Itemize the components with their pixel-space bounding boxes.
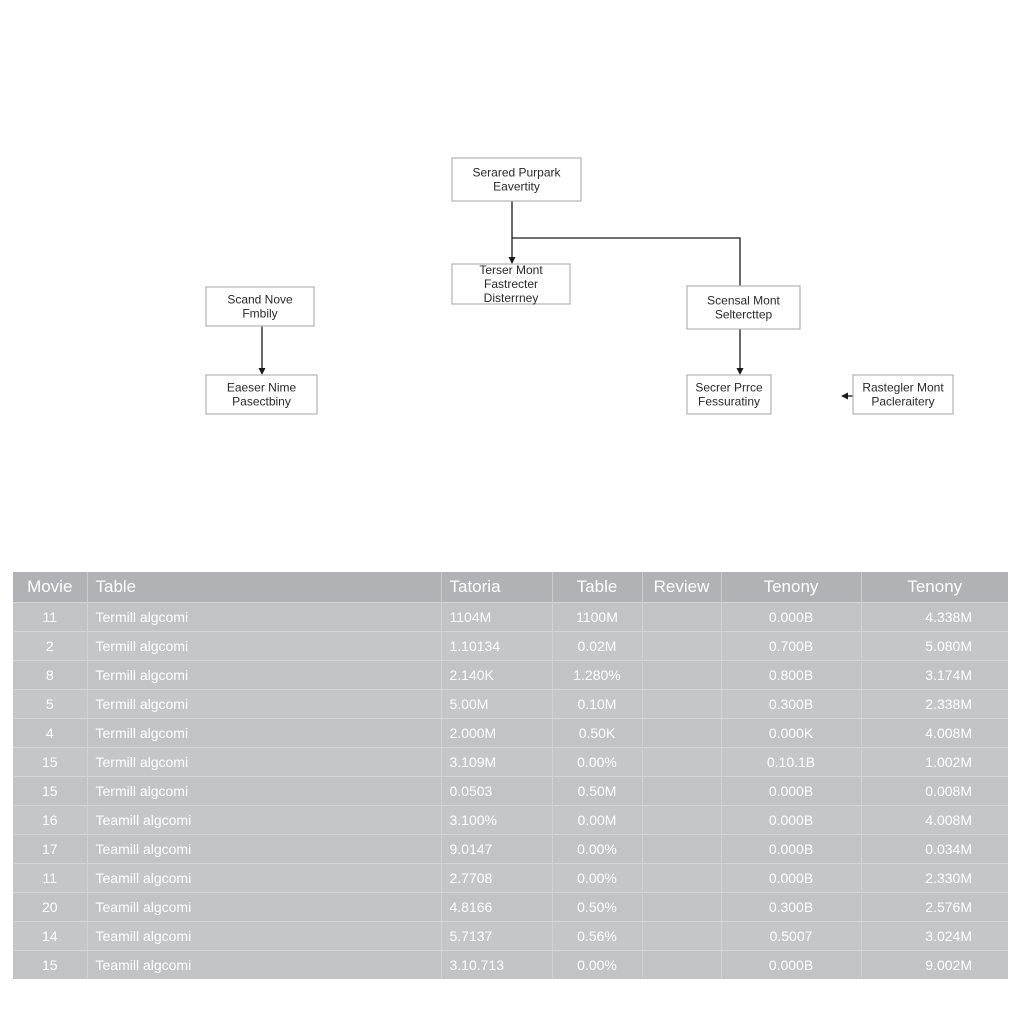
edge-into-far-right-arrowhead [841, 393, 848, 400]
table-cell: Termill algcomi [87, 603, 441, 632]
column-header-table-2[interactable]: Table [552, 572, 642, 603]
table-cell: 0.02M [552, 632, 642, 661]
table-cell: 0.300B [721, 690, 861, 719]
node-label: Scand Nove [227, 292, 293, 307]
table-cell: Teamill algcomi [87, 922, 441, 951]
table-cell [642, 632, 721, 661]
table-cell: 0.000B [721, 777, 861, 806]
table-row[interactable] [13, 719, 1008, 748]
table-cell: 11 [13, 603, 87, 632]
table-cell: 1.002M [861, 748, 1008, 777]
table-row[interactable] [13, 922, 1008, 951]
table-cell: 0.800B [721, 661, 861, 690]
table-cell: 16 [13, 806, 87, 835]
table-cell [642, 835, 721, 864]
table-row[interactable] [13, 806, 1008, 835]
node-left-top [206, 287, 314, 326]
diagram-nodes [206, 158, 953, 414]
table-cell: 0.00% [552, 864, 642, 893]
table-cell: 3.100% [441, 806, 552, 835]
table-body [13, 603, 1008, 980]
table-cell: 2.330M [861, 864, 1008, 893]
column-header-tatoria[interactable]: Tatoria [441, 572, 552, 603]
node-top [452, 158, 581, 201]
table-cell: 5 [13, 690, 87, 719]
table-cell: 17 [13, 835, 87, 864]
node-label: Pasectbiny [232, 394, 291, 409]
table-cell: 3.024M [861, 922, 1008, 951]
table-cell: Termill algcomi [87, 748, 441, 777]
table-cell: 0.008M [861, 777, 1008, 806]
table-cell: 0.10M [552, 690, 642, 719]
table-cell [642, 661, 721, 690]
table-cell: 1.10134 [441, 632, 552, 661]
table-cell: 0.10.1B [721, 748, 861, 777]
table-cell: Termill algcomi [87, 661, 441, 690]
table-cell [642, 864, 721, 893]
table-cell: 15 [13, 951, 87, 980]
table-cell: 15 [13, 777, 87, 806]
table-cell [642, 603, 721, 632]
node-label: Scensal Mont [707, 293, 780, 308]
edge-left-top-to-left-bottom-arrowhead [259, 368, 266, 375]
table-cell: 2 [13, 632, 87, 661]
table-cell: 2.140K [441, 661, 552, 690]
table-cell: Teamill algcomi [87, 951, 441, 980]
table-cell: 5.7137 [441, 922, 552, 951]
table-cell: 8 [13, 661, 87, 690]
table-cell: Termill algcomi [87, 690, 441, 719]
column-header-tenony[interactable]: Tenony [721, 572, 861, 603]
table-cell: 4.008M [861, 806, 1008, 835]
table-row[interactable] [13, 777, 1008, 806]
table-cell: 0.000B [721, 603, 861, 632]
table-cell: 0.000B [721, 806, 861, 835]
node-mid-left [452, 263, 570, 305]
node-label: Fastrecter [483, 277, 539, 291]
table-cell: 9.0147 [441, 835, 552, 864]
table-cell: 1.280% [552, 661, 642, 690]
table-row[interactable] [13, 835, 1008, 864]
table-row[interactable] [13, 951, 1008, 980]
table-cell: 0.000B [721, 864, 861, 893]
node-label: Fmbily [242, 306, 278, 321]
node-right-bottom [687, 375, 771, 414]
table-cell: Termill algcomi [87, 719, 441, 748]
table-cell [642, 719, 721, 748]
node-label: Eavertity [493, 179, 540, 194]
table-cell [642, 922, 721, 951]
node-label: Secrer Prrce [695, 380, 763, 395]
table-cell: 0.034M [861, 835, 1008, 864]
table-cell: 11 [13, 864, 87, 893]
data-table-container [13, 572, 1008, 973]
column-header-table[interactable]: Table [87, 572, 441, 603]
table-cell: 1104M [441, 603, 552, 632]
table-cell: Teamill algcomi [87, 835, 441, 864]
node-label: Pacleraitery [871, 394, 935, 409]
node-far-right [853, 375, 953, 414]
table-cell [642, 690, 721, 719]
table-cell: 3.109M [441, 748, 552, 777]
column-header-review[interactable]: Review [642, 572, 721, 603]
table-cell: 0.000B [721, 835, 861, 864]
node-label: Serared Purpark [472, 165, 561, 180]
data-table [13, 572, 1008, 979]
table-row[interactable] [13, 603, 1008, 632]
table-cell: 0.50K [552, 719, 642, 748]
table-cell: 0.700B [721, 632, 861, 661]
table-cell: Termill algcomi [87, 777, 441, 806]
table-cell: Teamill algcomi [87, 864, 441, 893]
table-row[interactable] [13, 864, 1008, 893]
node-left-bottom [206, 375, 317, 414]
table-cell: 20 [13, 893, 87, 922]
table-cell: 5.080M [861, 632, 1008, 661]
table-cell: 2.338M [861, 690, 1008, 719]
table-cell: 0.000K [721, 719, 861, 748]
table-cell: 3.174M [861, 661, 1008, 690]
table-row[interactable] [13, 893, 1008, 922]
table-cell: 9.002M [861, 951, 1008, 980]
node-label: Seltercttep [714, 307, 773, 322]
table-cell: 0.00% [552, 748, 642, 777]
table-cell: 0.5007 [721, 922, 861, 951]
table-row[interactable] [13, 690, 1008, 719]
table-cell: Termill algcomi [87, 632, 441, 661]
node-label: Terser Mont [479, 263, 543, 277]
table-cell: 15 [13, 748, 87, 777]
node-label: Eaeser Nime [226, 380, 297, 395]
table-row[interactable] [13, 661, 1008, 690]
table-cell: 4 [13, 719, 87, 748]
table-cell: 4.8166 [441, 893, 552, 922]
table-cell [642, 893, 721, 922]
table-cell: 0.00% [552, 951, 642, 980]
table-cell: 14 [13, 922, 87, 951]
table-cell [642, 777, 721, 806]
table-cell: Teamill algcomi [87, 806, 441, 835]
node-label: Rastegler Mont [862, 380, 944, 395]
table-cell: 5.00M [441, 690, 552, 719]
table-cell: 0.000B [721, 951, 861, 980]
node-mid-right [687, 286, 800, 329]
column-header-movie[interactable]: Movie [13, 572, 87, 603]
table-cell: 4.338M [861, 603, 1008, 632]
column-header-tenony-2[interactable]: Tenony [861, 572, 1008, 603]
table-cell: 3.10.713 [441, 951, 552, 980]
node-label: Fessuratiny [697, 394, 761, 409]
table-cell: 0.00% [552, 835, 642, 864]
table-row[interactable] [13, 632, 1008, 661]
table-header-row [13, 572, 1008, 603]
table-cell: Teamill algcomi [87, 893, 441, 922]
table-cell: 0.56% [552, 922, 642, 951]
table-cell: 2.7708 [441, 864, 552, 893]
node-label: Disterrney [483, 291, 539, 305]
table-row[interactable] [13, 748, 1008, 777]
table-cell: 2.576M [861, 893, 1008, 922]
table-cell: 0.300B [721, 893, 861, 922]
table-cell: 4.008M [861, 719, 1008, 748]
table-cell: 0.00M [552, 806, 642, 835]
table-cell: 2.000M [441, 719, 552, 748]
table-cell [642, 748, 721, 777]
table-cell [642, 806, 721, 835]
table-cell: 0.0503 [441, 777, 552, 806]
table-cell [642, 951, 721, 980]
table-cell: 0.50M [552, 777, 642, 806]
table-cell: 0.50% [552, 893, 642, 922]
table-cell: 1100M [552, 603, 642, 632]
edge-mid-right-to-right-bottom-arrowhead [737, 368, 744, 375]
